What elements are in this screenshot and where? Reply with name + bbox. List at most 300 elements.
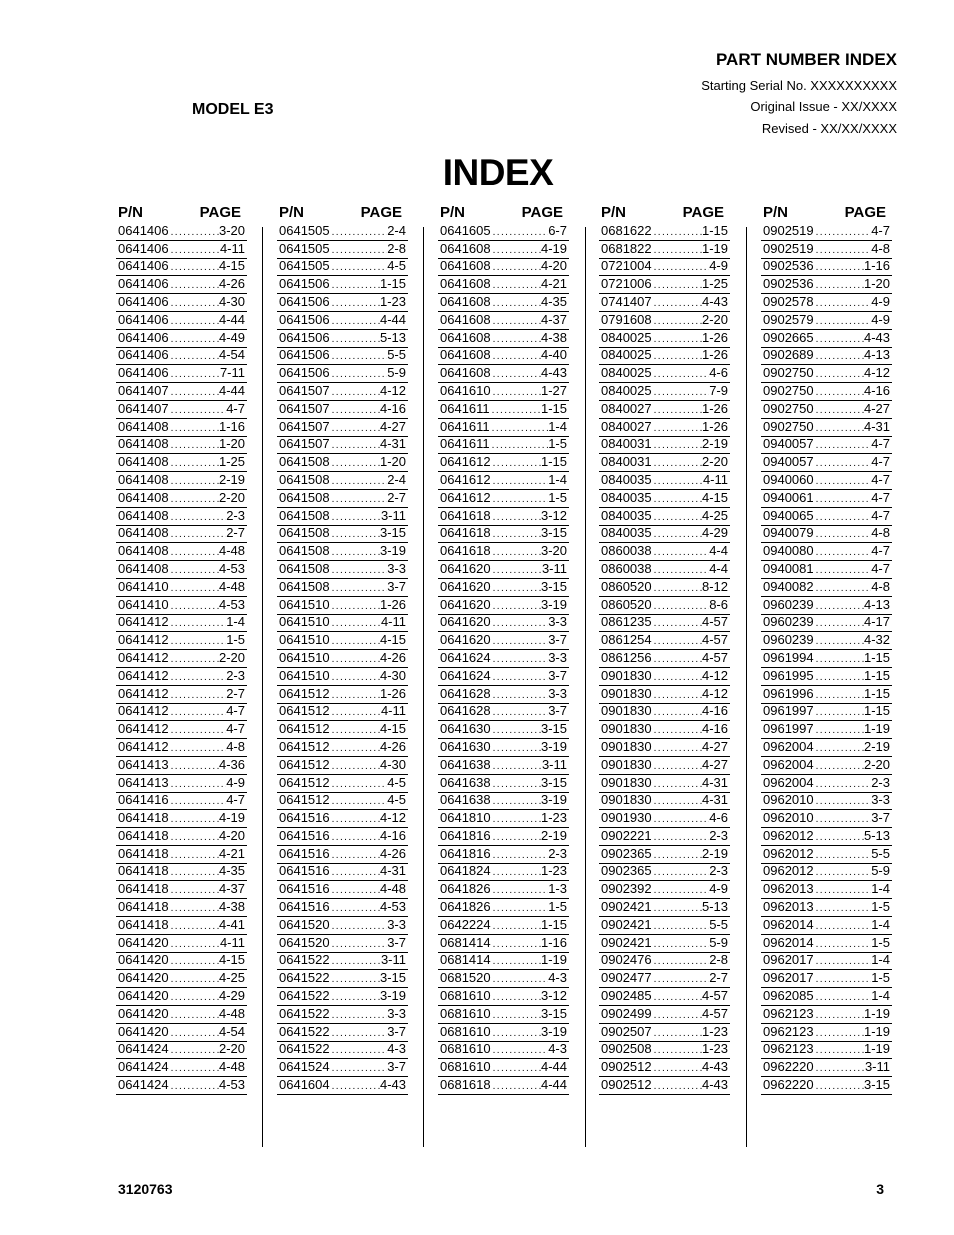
index-row [761, 597, 892, 615]
index-row [116, 757, 247, 775]
dot-leader [491, 848, 549, 863]
dot-leader [169, 349, 219, 364]
index-row [116, 490, 247, 508]
page-reference: 3-3 [548, 650, 567, 665]
part-number: 0641612 [440, 472, 491, 487]
page-reference: 5-13 [379, 329, 406, 345]
index-row [761, 1006, 892, 1024]
page-reference: 4-43 [701, 294, 728, 309]
index-row [761, 881, 892, 899]
index-row [277, 330, 408, 348]
part-number: 0641418 [118, 828, 169, 843]
part-number: 0641824 [440, 863, 491, 879]
index-row [761, 579, 892, 597]
index-row [599, 757, 730, 775]
index-row [116, 241, 247, 259]
part-number: 0641512 [279, 721, 330, 737]
page-reference: 4-16 [379, 828, 406, 843]
page-reference: 4-3 [548, 1041, 567, 1057]
dot-leader [491, 599, 541, 614]
page-reference: 4-8 [226, 739, 245, 754]
part-number: 0641522 [279, 1023, 330, 1039]
page-reference: 1-26 [379, 596, 406, 612]
dot-leader [330, 616, 381, 631]
page-reference: 4-35 [540, 294, 567, 309]
page-reference: 3-15 [540, 774, 567, 790]
column-header-page: PAGE [844, 204, 886, 221]
index-row [761, 561, 892, 579]
page-reference: 4-8 [871, 240, 890, 256]
part-number: 0962123 [763, 1041, 814, 1057]
dot-leader [330, 492, 388, 507]
index-row [761, 383, 892, 401]
dot-leader [491, 901, 549, 916]
page-reference: 4-12 [379, 810, 406, 826]
index-row [761, 846, 892, 864]
part-number: 0641507 [279, 418, 330, 434]
page-reference: 4-57 [701, 1006, 728, 1021]
dot-leader [491, 865, 541, 880]
page-reference: 2-20 [701, 311, 728, 327]
part-number: 0902477 [601, 970, 652, 986]
part-number: 0861256 [601, 650, 652, 665]
index-row [277, 899, 408, 917]
page-reference: 4-12 [701, 685, 728, 701]
index-row [438, 988, 569, 1006]
index-row [599, 988, 730, 1006]
dot-leader [814, 260, 864, 275]
page-reference: 3-7 [548, 667, 567, 683]
dot-leader [652, 759, 702, 774]
column-header [599, 203, 730, 223]
index-row [277, 1024, 408, 1042]
part-number: 0860520 [601, 596, 652, 612]
part-number: 0641408 [118, 489, 169, 505]
index-row [438, 312, 569, 330]
dot-leader [330, 385, 380, 400]
part-number: 0681414 [440, 934, 491, 950]
page-reference: 1-25 [218, 454, 245, 470]
page-reference: 4-43 [701, 1077, 728, 1093]
page-reference: 1-15 [540, 454, 567, 470]
dot-leader [169, 545, 219, 560]
page-reference: 4-3 [548, 970, 567, 986]
dot-leader [491, 278, 541, 293]
dot-leader [814, 403, 864, 418]
page-reference: 4-7 [226, 400, 245, 416]
dot-leader [814, 438, 872, 453]
index-row [599, 330, 730, 348]
dot-leader [652, 225, 702, 240]
page-reference: 1-23 [701, 1041, 728, 1057]
index-row [438, 935, 569, 953]
dot-leader [490, 421, 549, 436]
dot-leader [169, 385, 219, 400]
index-row [761, 739, 892, 757]
index-row [438, 846, 569, 864]
part-number: 0861254 [601, 632, 652, 648]
dot-leader [491, 367, 541, 382]
part-number: 0641412 [118, 650, 169, 665]
part-number: 0641508 [279, 489, 330, 505]
page-reference: 1-26 [379, 685, 406, 701]
dot-leader [169, 438, 219, 453]
part-number: 0641638 [440, 756, 491, 772]
dot-leader [169, 1043, 219, 1058]
dot-leader [169, 616, 227, 631]
part-number: 0681610 [440, 1041, 491, 1057]
part-number: 0902579 [763, 311, 814, 327]
page-reference: 4-13 [863, 596, 890, 612]
part-number: 0681822 [601, 240, 652, 256]
dot-leader [652, 563, 710, 578]
part-number: 0902365 [601, 845, 652, 861]
dot-leader [330, 349, 388, 364]
part-number: 0641420 [118, 934, 169, 950]
part-number: 0641620 [440, 561, 491, 576]
dot-leader [169, 1026, 219, 1041]
part-number: 0641505 [279, 240, 330, 256]
index-row [599, 881, 730, 899]
page-reference: 3-7 [548, 632, 567, 648]
page-reference: 4-16 [379, 400, 406, 416]
dot-leader [814, 954, 872, 969]
dot-leader [652, 848, 702, 863]
index-row [438, 881, 569, 899]
page-reference: 3-15 [863, 1077, 890, 1093]
dot-leader [330, 599, 380, 614]
part-number: 0962004 [763, 739, 814, 754]
index-row [277, 294, 408, 312]
dot-leader [169, 332, 219, 347]
index-row [761, 757, 892, 775]
part-number: 0641608 [440, 311, 491, 327]
index-row [438, 294, 569, 312]
page-reference: 4-43 [701, 1059, 728, 1075]
index-row [116, 312, 247, 330]
index-row [116, 294, 247, 312]
part-number: 0641520 [279, 934, 330, 950]
index-row [116, 686, 247, 704]
part-number: 0741407 [601, 294, 652, 309]
page-reference: 4-25 [218, 970, 245, 986]
dot-leader [169, 901, 219, 916]
part-number: 0902665 [763, 329, 814, 345]
page-reference: 3-11 [380, 952, 406, 968]
part-number: 0641420 [118, 970, 169, 986]
dot-leader [814, 688, 864, 703]
dot-leader [169, 865, 219, 880]
dot-leader [169, 972, 219, 987]
dot-leader [814, 456, 872, 471]
dot-leader [814, 705, 864, 720]
part-number: 0641618 [440, 507, 491, 523]
part-number: 0902421 [601, 899, 652, 915]
index-row [761, 437, 892, 455]
dot-leader [490, 438, 549, 453]
index-row [277, 917, 408, 935]
index-row [116, 793, 247, 811]
page-reference: 4-26 [379, 650, 406, 665]
page-reference: 7-11 [219, 365, 245, 381]
dot-leader [652, 385, 710, 400]
dot-leader [330, 812, 380, 827]
page-reference: 8-12 [701, 578, 728, 594]
part-number: 0641507 [279, 436, 330, 452]
index-row [116, 1059, 247, 1077]
index-row [277, 1077, 408, 1095]
part-number: 0641506 [279, 311, 330, 327]
index-row [277, 437, 408, 455]
part-number: 0641516 [279, 845, 330, 861]
dot-leader [330, 563, 388, 578]
page-reference: 1-4 [871, 952, 890, 968]
dot-leader [330, 260, 388, 275]
dot-leader [491, 723, 541, 738]
page-reference: 2-20 [218, 650, 245, 665]
dot-leader [814, 830, 864, 845]
page-reference: 4-17 [863, 614, 890, 630]
index-row [116, 615, 247, 633]
index-row [761, 917, 892, 935]
header-title: PART NUMBER INDEX [715, 50, 897, 69]
dot-leader [652, 794, 702, 809]
page-reference: 1-4 [548, 472, 567, 487]
page-reference: 4-57 [701, 632, 728, 648]
index-column [599, 203, 730, 1095]
dot-leader [652, 865, 710, 880]
dot-leader [491, 670, 549, 685]
index-row [438, 401, 569, 419]
dot-leader [814, 777, 872, 792]
index-row [761, 615, 892, 633]
part-number: 0962010 [763, 792, 814, 808]
part-number: 0962012 [763, 828, 814, 843]
index-row [116, 721, 247, 739]
index-row [438, 704, 569, 722]
part-number: 0901830 [601, 703, 652, 719]
part-number: 0641618 [440, 543, 491, 559]
index-row [599, 401, 730, 419]
page-reference: 4-11 [702, 472, 728, 487]
part-number: 0840035 [601, 472, 652, 487]
page-reference: 4-36 [218, 756, 245, 772]
dot-leader [814, 1061, 865, 1076]
dot-leader [652, 990, 702, 1005]
dot-leader [814, 990, 872, 1005]
part-number: 0901830 [601, 685, 652, 701]
index-row [438, 864, 569, 882]
page-reference: 1-5 [548, 899, 567, 915]
index-row [599, 615, 730, 633]
page-reference: 4-19 [540, 240, 567, 256]
page-reference: 4-43 [379, 1077, 406, 1093]
page-reference: 2-7 [709, 970, 728, 986]
part-number: 0681610 [440, 988, 491, 1004]
page-reference: 6-7 [548, 223, 567, 238]
index-row [438, 348, 569, 366]
page-reference: 1-23 [540, 810, 567, 826]
index-row [599, 899, 730, 917]
page-title: INDEX [442, 152, 554, 193]
page-reference: 2-20 [863, 756, 890, 772]
index-row [599, 917, 730, 935]
index-row [438, 330, 569, 348]
part-number: 0940057 [763, 436, 814, 452]
page-reference: 4-44 [540, 1059, 567, 1075]
page-reference: 7-9 [709, 383, 728, 398]
part-number: 0791608 [601, 311, 652, 327]
index-row [599, 650, 730, 668]
index-row [116, 846, 247, 864]
part-number: 0641407 [118, 400, 169, 416]
index-row [277, 365, 408, 383]
index-row [277, 721, 408, 739]
dot-leader [491, 954, 541, 969]
part-number: 0641624 [440, 650, 491, 665]
index-row [438, 223, 569, 241]
page-reference: 1-26 [701, 418, 728, 434]
footer-doc-number: 3120763 [118, 1181, 173, 1197]
index-row [277, 970, 408, 988]
part-number: 0641816 [440, 845, 491, 861]
part-number: 0641506 [279, 294, 330, 309]
page-reference: 3-12 [540, 507, 567, 523]
page-reference: 4-8 [871, 578, 890, 594]
index-row [277, 704, 408, 722]
dot-leader [652, 741, 702, 756]
index-row [761, 472, 892, 490]
index-row [116, 632, 247, 650]
dot-leader [169, 260, 219, 275]
dot-leader [330, 545, 380, 560]
page-reference: 2-3 [226, 667, 245, 683]
part-number: 0641418 [118, 810, 169, 826]
index-row [761, 721, 892, 739]
index-row [438, 899, 569, 917]
index-row [277, 846, 408, 864]
part-number: 0641604 [279, 1077, 330, 1093]
part-number: 0641508 [279, 543, 330, 559]
part-number: 0860038 [601, 561, 652, 576]
dot-leader [330, 777, 388, 792]
dot-leader [491, 777, 541, 792]
index-row [116, 508, 247, 526]
page-reference: 5-9 [387, 365, 406, 381]
page-reference: 2-3 [709, 828, 728, 843]
dot-leader [491, 510, 541, 525]
page-reference: 4-31 [379, 863, 406, 879]
dot-leader [330, 510, 381, 525]
dot-leader [814, 1079, 864, 1094]
part-number: 0641506 [279, 329, 330, 345]
page-reference: 8-6 [709, 596, 728, 612]
part-number: 0641408 [118, 436, 169, 452]
dot-leader [169, 599, 219, 614]
part-number: 0840025 [601, 365, 652, 381]
part-number: 0681610 [440, 1006, 491, 1021]
part-number: 0901930 [601, 810, 652, 826]
page-reference: 1-5 [871, 899, 890, 915]
page-reference: 4-16 [701, 721, 728, 737]
dot-leader [491, 688, 549, 703]
part-number: 0641412 [118, 685, 169, 701]
page-reference: 3-7 [871, 810, 890, 826]
index-column [116, 203, 247, 1095]
dot-leader [814, 563, 872, 578]
dot-leader [814, 314, 872, 329]
index-row [438, 686, 569, 704]
index-row [116, 1042, 247, 1060]
dot-leader [814, 367, 864, 382]
part-number: 0961996 [763, 685, 814, 701]
part-number: 0860038 [601, 543, 652, 559]
page-reference: 4-53 [379, 899, 406, 915]
part-number: 0902512 [601, 1077, 652, 1093]
dot-leader [330, 296, 380, 311]
index-row [599, 686, 730, 704]
part-number: 0641420 [118, 988, 169, 1004]
part-number: 0962085 [763, 988, 814, 1004]
part-number: 0681610 [440, 1059, 491, 1075]
page-reference: 4-5 [387, 258, 406, 274]
index-row [438, 739, 569, 757]
page-reference: 4-27 [379, 418, 406, 434]
page-reference: 3-7 [387, 934, 406, 950]
page-reference: 1-15 [379, 276, 406, 292]
dot-leader [814, 527, 872, 542]
index-row [761, 704, 892, 722]
index-row [116, 775, 247, 793]
page-reference: 4-11 [219, 240, 245, 256]
part-number: 0901830 [601, 792, 652, 808]
dot-leader [330, 314, 380, 329]
index-row [116, 970, 247, 988]
index-row [599, 543, 730, 561]
part-number: 0962220 [763, 1059, 814, 1075]
page-reference: 4-6 [709, 810, 728, 826]
index-row [116, 454, 247, 472]
model-label: MODEL E3 [192, 101, 274, 118]
index-row [438, 757, 569, 775]
index-row [116, 650, 247, 668]
part-number: 0641507 [279, 383, 330, 398]
index-row [438, 632, 569, 650]
column-header [277, 203, 408, 223]
part-number: 0902365 [601, 863, 652, 879]
part-number: 0940082 [763, 578, 814, 594]
column-header-pn: P/N [763, 204, 789, 221]
part-number: 0641608 [440, 347, 491, 363]
index-row [116, 988, 247, 1006]
dot-leader [169, 883, 219, 898]
part-number: 0902421 [601, 934, 652, 950]
part-number: 0641510 [279, 650, 330, 665]
part-number: 0940065 [763, 507, 814, 523]
dot-leader [814, 349, 864, 364]
dot-leader [814, 581, 872, 596]
page-reference: 1-5 [548, 489, 567, 505]
page-reference: 4-37 [218, 881, 245, 897]
page-reference: 3-19 [379, 543, 406, 559]
part-number: 0641406 [118, 276, 169, 292]
index-row [599, 721, 730, 739]
page-reference: 1-15 [863, 667, 890, 683]
index-row [761, 276, 892, 294]
index-row [438, 241, 569, 259]
page-reference: 4-7 [226, 721, 245, 737]
page-reference: 3-19 [379, 988, 406, 1004]
